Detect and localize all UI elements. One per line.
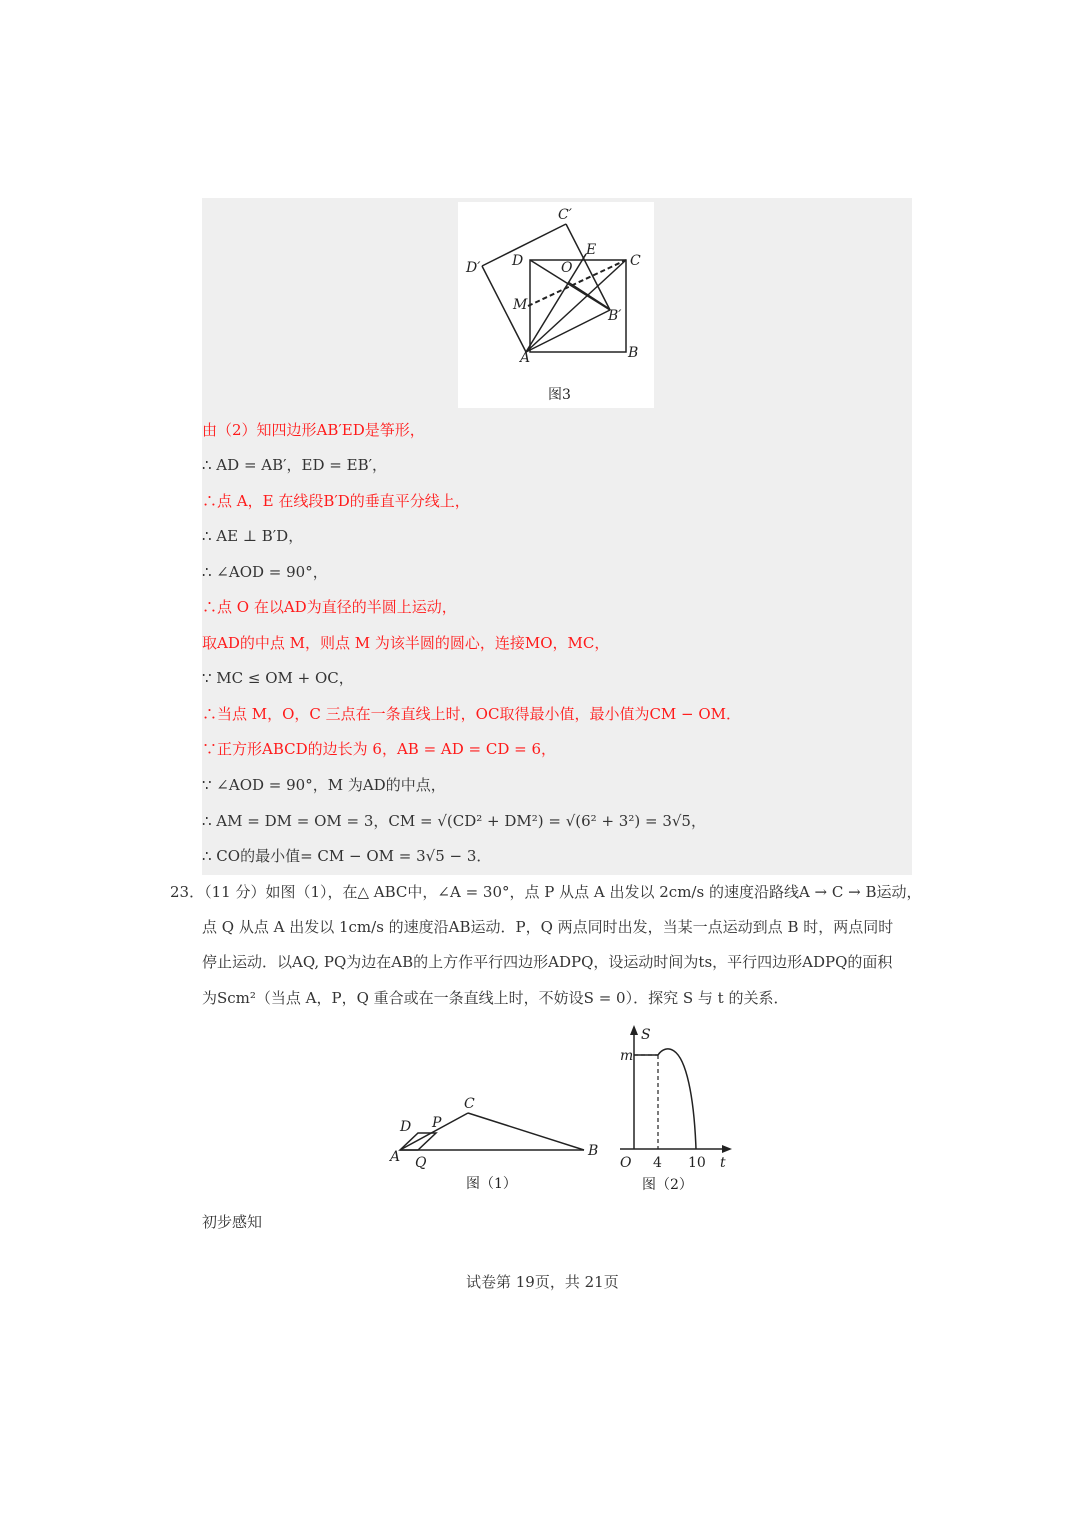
tick-4: 4 xyxy=(653,1155,662,1171)
solution-line: ∴ CO的最小值= CM − OM = 3√5 − 3． xyxy=(202,847,492,865)
section-heading: 初步感知 xyxy=(202,1213,263,1231)
label-c-prime: C′ xyxy=(558,207,572,223)
label-c: C xyxy=(630,253,641,269)
figure-1 xyxy=(388,1095,608,1195)
m-label: m xyxy=(620,1048,634,1064)
label-e: E xyxy=(586,242,597,258)
solution-line: ∵ ∠AOD = 90°，M 为AD的中点， xyxy=(202,776,446,794)
solution-line: ∴点 O 在以AD为直径的半圆上运动， xyxy=(202,598,457,616)
label-a: A xyxy=(520,350,531,366)
solution-line: ∴点 A，E 在线段B′D的垂直平分线上， xyxy=(202,492,470,510)
label-p: P xyxy=(432,1115,442,1131)
label-b: B xyxy=(628,345,639,361)
label-d-prime: D′ xyxy=(466,260,481,276)
solution-line: ∴ AE ⊥ B′D， xyxy=(202,527,304,545)
x-axis-label: t xyxy=(720,1155,726,1171)
problem-line: 23．（11 分）如图（1），在△ ABC中，∠A = 30°，点 P 从点 A 出发以 2cm/s 的速度沿路线A → C → B运动， xyxy=(170,883,922,901)
figure-2 xyxy=(610,1025,750,1195)
solution-line: ∴ AD = AB′，ED = EB′， xyxy=(202,456,387,474)
figure-3-caption: 图3 xyxy=(548,387,571,403)
figure-1-caption: 图（1） xyxy=(466,1176,517,1192)
label-c: C xyxy=(464,1096,475,1112)
label-b: B xyxy=(588,1143,599,1159)
solution-line: 由（2）知四边形AB′ED是筝形， xyxy=(202,421,425,439)
origin-label: O xyxy=(620,1155,632,1171)
y-axis-label: S xyxy=(641,1027,651,1043)
label-b-prime: B′ xyxy=(608,308,622,324)
problem-line: 为Scm²（当点 A，P，Q 重合或在一条直线上时，不妨设S = 0）．探究 S 与 t 的关系． xyxy=(202,989,789,1007)
label-d: D xyxy=(512,253,524,269)
solution-line: ∴ AM = DM = OM = 3，CM = √(CD² + DM²) = √(6² + 3²) = 3√5， xyxy=(202,812,706,830)
solution-line: ∴当点 M，O，C 三点在一条直线上时，OC取得最小值，最小值为CM − OM． xyxy=(202,705,742,723)
label-m: M xyxy=(513,297,528,313)
solution-line: ∴ ∠AOD = 90°， xyxy=(202,563,328,581)
solution-line: 取AD的中点 M，则点 M 为该半圆的圆心，连接MO，MC， xyxy=(202,634,610,652)
problem-line: 停止运动．以AQ, PQ为边在AB的上方作平行四边形ADPQ，设运动时间为ts，平行四边形ADPQ的面积 xyxy=(202,953,893,971)
solution-line: ∵正方形ABCD的边长为 6，AB = AD = CD = 6， xyxy=(202,740,557,758)
label-q: Q xyxy=(415,1155,427,1171)
solution-line: ∵ MC ≤ OM + OC， xyxy=(202,669,354,687)
figure-3 xyxy=(458,202,658,412)
label-a: A xyxy=(390,1149,401,1165)
figure-2-caption: 图（2） xyxy=(642,1177,693,1193)
page-footer: 试卷第 19页，共 21页 xyxy=(466,1273,619,1291)
tick-10: 10 xyxy=(688,1155,706,1171)
label-o: O xyxy=(561,260,573,276)
problem-line: 点 Q 从点 A 出发以 1cm/s 的速度沿AB运动．P，Q 两点同时出发，当某一点运动到点 B 时，两点同时 xyxy=(202,918,894,936)
label-d: D xyxy=(400,1119,412,1135)
